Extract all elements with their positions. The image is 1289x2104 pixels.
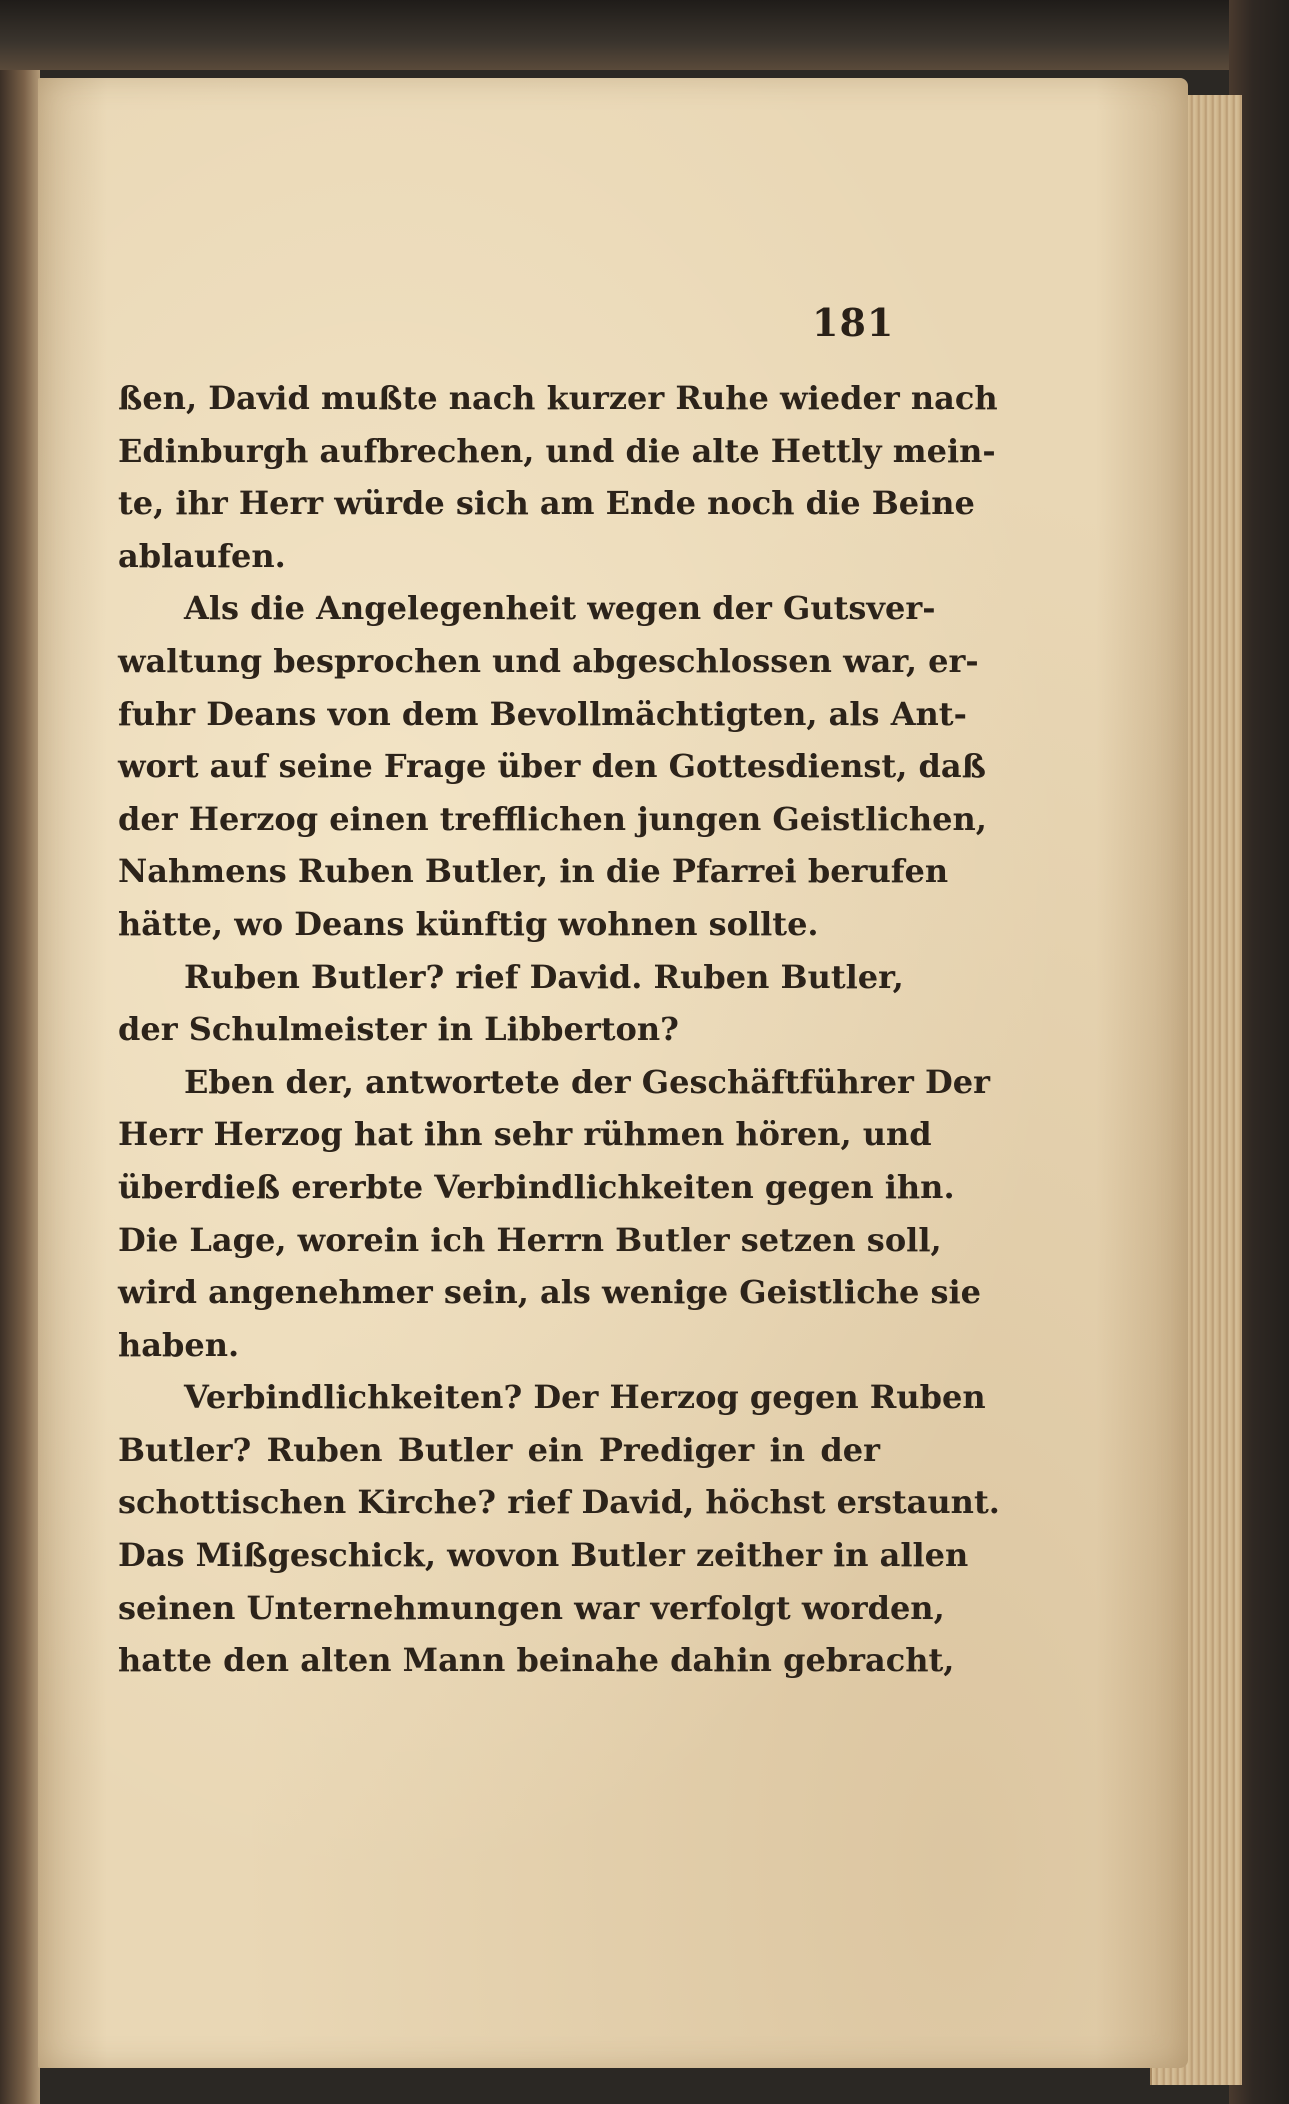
text-line: Edinburgh aufbrechen, und die alte Hettly mein- <box>118 431 996 470</box>
text-line: wird angenehmer sein, als wenige Geistliche sie <box>118 1273 981 1312</box>
text-line: schottischen Kirche? rief David, höchst erstaunt. <box>118 1483 1000 1522</box>
book-spine <box>0 70 40 2104</box>
text-line: hatte den alten Mann beinahe dahin gebracht, <box>118 1641 955 1680</box>
text-line: seinen Unternehmungen war verfolgt worden, <box>118 1588 945 1627</box>
text-line: ablaufen. <box>118 536 286 575</box>
text-line: Als die Angelegenheit wegen der Gutsver- <box>184 589 936 628</box>
text-line: der Schulmeister in Libberton? <box>118 1010 679 1049</box>
text-line: Verbindlichkeiten? Der Herzog gegen Ruben <box>184 1378 986 1417</box>
page-number: 181 <box>812 300 895 345</box>
text-line: der Herzog einen trefflichen jungen Geistlichen, <box>118 799 987 838</box>
text-line: waltung besprochen und abgeschlossen war, er- <box>118 641 979 680</box>
text-line: Eben der, antwortete der Geschäftführer Der <box>184 1062 990 1101</box>
text-line: wort auf seine Frage über den Gottesdienst, daß <box>118 747 986 786</box>
body-text <box>118 372 1000 1687</box>
text-line: Die Lage, worein ich Herrn Butler setzen soll, <box>118 1220 942 1259</box>
text-line: überdieß ererbte Verbindlichkeiten gegen ihn. <box>118 1167 955 1206</box>
text-line: Nahmens Ruben Butler, in die Pfarrei berufen <box>118 852 949 891</box>
text-line: hätte, wo Deans künftig wohnen sollte. <box>118 904 819 943</box>
text-line: haben. <box>118 1325 240 1364</box>
book-cover-top <box>0 0 1289 70</box>
text-line: Das Mißgeschick, wovon Butler zeither in allen <box>118 1536 969 1575</box>
text-line: ßen, David mußte nach kurzer Ruhe wieder nach <box>118 379 998 417</box>
text-line: Butler? Ruben Butler ein Prediger in der <box>118 1430 880 1469</box>
text-line: Ruben Butler? rief David. Ruben Butler, <box>184 957 904 996</box>
text-line: te, ihr Herr würde sich am Ende noch die Beine <box>118 484 975 523</box>
text-line: fuhr Deans von dem Bevollmächtigten, als Ant- <box>118 694 967 733</box>
text-line: Herr Herzog hat ihn sehr rühmen hören, und <box>118 1115 932 1154</box>
